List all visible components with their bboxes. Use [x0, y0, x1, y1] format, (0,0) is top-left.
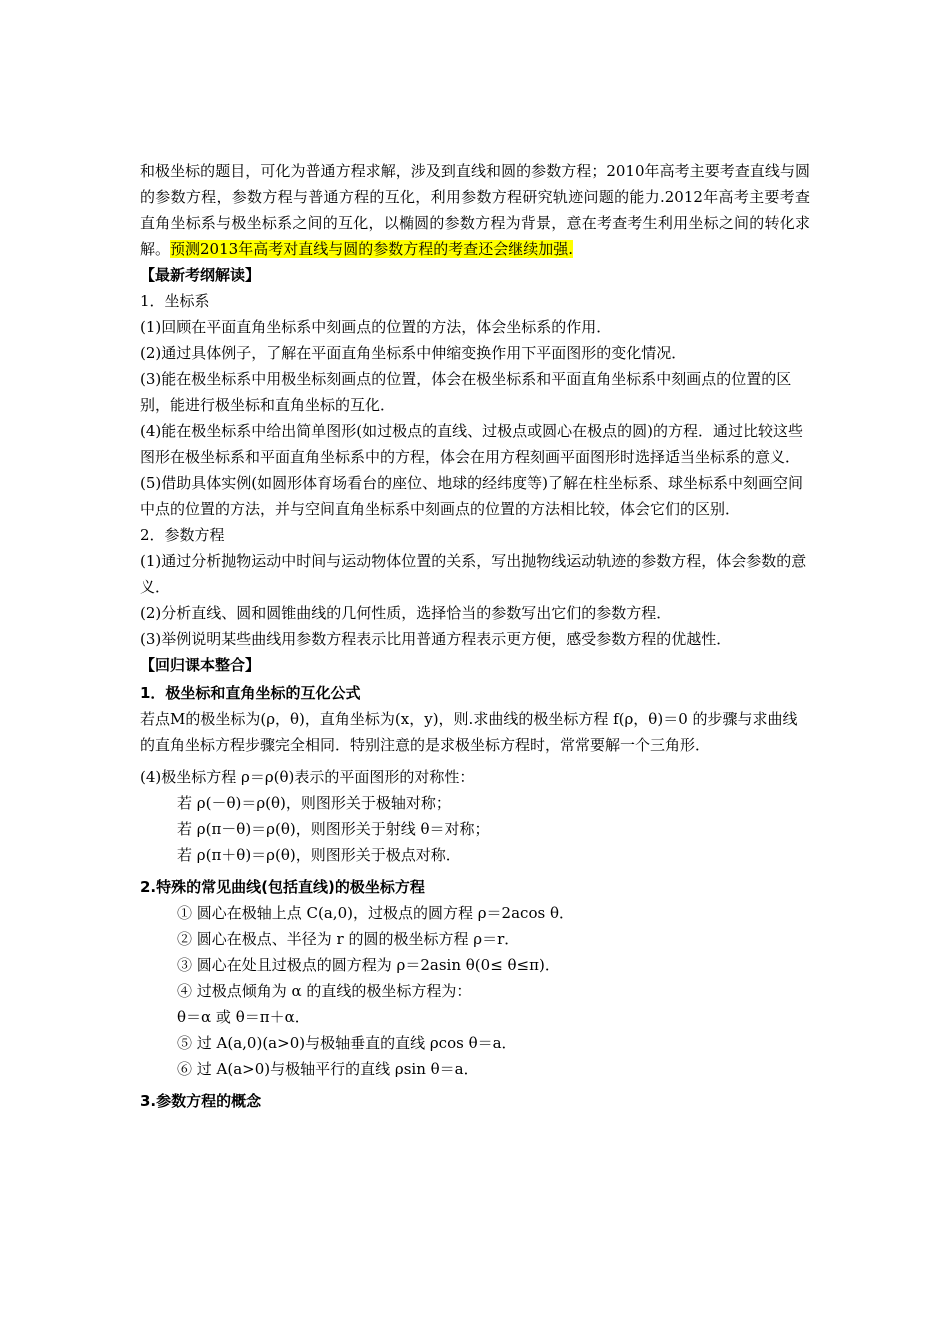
- subheading-special-curves: 2.特殊的常见曲线(包括直线)的极坐标方程: [140, 878, 425, 896]
- heading-parametric-equations: 2．参数方程: [140, 526, 225, 544]
- intro-paragraph: [140, 158, 810, 262]
- curve-item: ① 圆心在极轴上点 C(a,0)，过极点的圆方程 ρ＝2acos θ．: [177, 904, 574, 922]
- curve-item: θ＝α 或 θ＝π＋α．: [177, 1008, 310, 1026]
- syllabus-item: (2)分析直线、圆和圆锥曲线的几何性质，选择恰当的参数写出它们的参数方程．: [140, 604, 672, 622]
- syllabus-item: (3)能在极坐标系中用极坐标刻画点的位置，体会在极坐标系和平面直角坐标系中刻画点的位置的区别，能进行极坐标和直角坐标的互化．: [140, 370, 792, 414]
- syllabus-item: (2)通过具体例子，了解在平面直角坐标系中伸缩变换作用下平面图形的变化情况．: [140, 344, 687, 362]
- intro-text: 和极坐标的题目，可化为普通方程求解，涉及到直线和圆的参数方程；2010年高考主要考查直线与圆的参数方程，参数方程与普通方程的互化，利用参数方程研究轨迹问题的能力.2012年高考主要考查直角坐标系与极坐标系之间的互化，以椭圆的参数方程为背景，意在考查考生利用坐标之间的转化求解。: [140, 162, 810, 258]
- syllabus-item: (1)回顾在平面直角坐标系中刻画点的位置的方法，体会坐标系的作用．: [140, 318, 612, 336]
- curve-item: ⑤ 过 A(a,0)(a>0)与极轴垂直的直线 ρcos θ＝a．: [177, 1034, 517, 1052]
- heading-coordinate-system: 1．坐标系: [140, 292, 210, 310]
- subheading-conversion-formula: 1．极坐标和直角坐标的互化公式: [140, 684, 361, 702]
- curve-item: ② 圆心在极点、半径为 r 的圆的极坐标方程 ρ＝r．: [177, 930, 520, 948]
- symmetry-item: 若 ρ(π－θ)＝ρ(θ)，则图形关于射线 θ＝对称；: [177, 820, 490, 838]
- document-body: [140, 158, 810, 1114]
- curve-item: ④ 过极点倾角为 α 的直线的极坐标方程为：: [177, 982, 472, 1000]
- conversion-paragraph: 若点M的极坐标为(ρ，θ)，直角坐标为(x，y)，则.求曲线的极坐标方程 f(ρ，θ)＝0 的步骤与求曲线的直角坐标方程步骤完全相同．特别注意的是求极坐标方程时，常常要解一个三角形．: [140, 710, 798, 754]
- symmetry-heading: (4)极坐标方程 ρ＝ρ(θ)表示的平面图形的对称性：: [140, 768, 475, 786]
- highlighted-prediction: 预测2013年高考对直线与圆的参数方程的考查还会继续加强.: [170, 240, 573, 258]
- syllabus-item: (4)能在极坐标系中给出简单图形(如过极点的直线、过极点或圆心在极点的圆)的方程．通过比较这些图形在极坐标系和平面直角坐标系中的方程，体会在用方程刻画平面图形时选择适当坐标系的意义．: [140, 422, 803, 466]
- syllabus-item: (1)通过分析抛物运动中时间与运动物体位置的关系，写出抛物线运动轨迹的参数方程，体会参数的意义．: [140, 552, 807, 596]
- curve-item: ⑥ 过 A(a>0)与极轴平行的直线 ρsin θ＝a．: [177, 1060, 479, 1078]
- subheading-parametric-concept: 3.参数方程的概念: [140, 1092, 262, 1110]
- syllabus-item: (5)借助具体实例(如圆形体育场看台的座位、地球的经纬度等)了解在柱坐标系、球坐标系中刻画空间中点的位置的方法，并与空间直角坐标系中刻画点的位置的方法相比较，体会它们的区别．: [140, 474, 803, 518]
- symmetry-item: 若 ρ(－θ)＝ρ(θ)，则图形关于极轴对称；: [177, 794, 451, 812]
- section-title-textbook: 【回归课本整合】: [140, 656, 261, 674]
- symmetry-item: 若 ρ(π＋θ)＝ρ(θ)，则图形关于极点对称．: [177, 846, 461, 864]
- section-title-syllabus: 【最新考纲解读】: [140, 266, 261, 284]
- curve-item: ③ 圆心在处且过极点的圆方程为 ρ＝2asin θ(0≤ θ≤π)．: [177, 956, 560, 974]
- syllabus-item: (3)举例说明某些曲线用参数方程表示比用普通方程表示更方便，感受参数方程的优越性．: [140, 630, 732, 648]
